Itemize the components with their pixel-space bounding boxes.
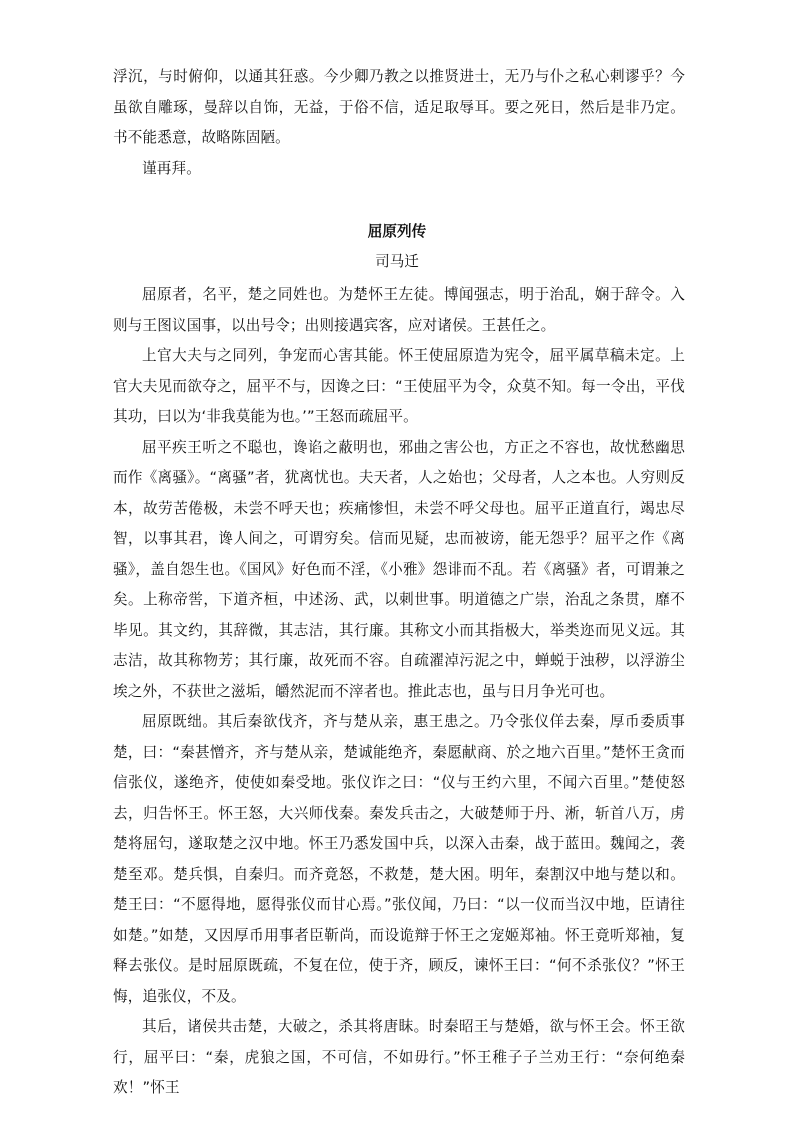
article-author: 司马迁 [375,253,419,270]
article-paragraph: 其后，诸侯共击楚，大破之，杀其将唐眜。时秦昭王与楚婚，欲与怀王会。怀王欲行，屈平曰：“秦，虎狼之国，不可信，不如毋行。”怀王稚子子兰劝王行：“奈何绝秦欢！”怀王 [113,1018,685,1096]
letter-ending-section [113,62,685,184]
article-body [113,280,685,1104]
article-paragraph: 屈平疾王听之不聪也，谗谄之蔽明也，邪曲之害公也，方正之不容也，故忧愁幽思而作《离骚》。“离骚”者，犹离忧也。夫天者，人之始也；父母者，人之本也。人穷则反本，故劳苦倦极，未尝不呼天也；疾痛惨怛，未尝不呼父母也。屈平正道直行，竭忠尽智，以事其君，谗人间之，可谓穷矣。信而见疑，忠而被谤，能无怨乎？屈平之作《离骚》，盖自怨生也。《国风》好色而不淫，《小雅》怨诽而不乱。若《离骚》者，可谓兼之矣。上称帝喾，下道齐桓，中述汤、武，以刺世事。明道德之广崇，治乱之条贯，靡不毕见。其文约，其辞微，其志洁，其行廉。其称文小而其指极大，举类迩而见义远。其志洁，故其称物芳；其行廉，故死而不容。自疏濯淖污泥之中，蝉蜕于浊秽，以浮游尘埃之外，不获世之滋垢，皭然泥而不滓者也。推此志也，虽与日月争光可也。 [113,438,685,700]
article-paragraph: 上官大夫与之同列，争宠而心害其能。怀王使屈原造为宪令，屈平属草稿未定。上官大夫见而欲夺之，屈平不与，因谗之曰：“王使屈平为令，众莫不知。每一令出，平伐其功，曰以为‘非我莫能为也。’”王怒而疏屈平。 [113,347,685,425]
letter-ending-paragraph: 浮沉，与时俯仰，以通其狂惑。今少卿乃教之以推贤进士，无乃与仆之私心剌谬乎？今虽欲自雕琢，曼辞以自饰，无益，于俗不信，适足取辱耳。要之死日，然后是非乃定。书不能悉意，故略陈固陋。 [113,68,685,146]
letter-closing: 谨再拜。 [142,159,201,177]
article-paragraph: 屈原既绌。其后秦欲伐齐，齐与楚从亲，惠王患之。乃令张仪佯去秦，厚币委质事楚，曰：“秦甚憎齐，齐与楚从亲，楚诚能绝齐，秦愿献商、於之地六百里。”楚怀王贪而信张仪，遂绝齐，使使如秦受地。张仪诈之曰：“仪与王约六里，不闻六百里。”楚使怒去，归告怀王。怀王怒，大兴师伐秦。秦发兵击之，大破楚师于丹、淅，斩首八万，虏楚将屈匄，遂取楚之汉中地。怀王乃悉发国中兵，以深入击秦，战于蓝田。魏闻之，袭楚至邓。楚兵惧，自秦归。而齐竟怒，不救楚，楚大困。明年，秦割汉中地与楚以和。楚王曰：“不愿得地，愿得张仪而甘心焉。”张仪闻，乃曰：“以一仪而当汉中地，臣请往如楚。”如楚，又因厚币用事者臣靳尚，而设诡辩于怀王之宠姬郑袖。怀王竟听郑袖，复释去张仪。是时屈原既疏，不复在位，使于齐，顾反，谏怀王曰：“何不杀张仪？”怀王悔，追张仪，不及。 [113,713,685,1005]
article-paragraph: 屈原者，名平，楚之同姓也。为楚怀王左徒。博闻强志，明于治乱，娴于辞令。入则与王图议国事，以出号令；出则接遇宾客，应对诸侯。王甚任之。 [113,286,685,334]
article-title: 屈原列传 [367,223,427,240]
